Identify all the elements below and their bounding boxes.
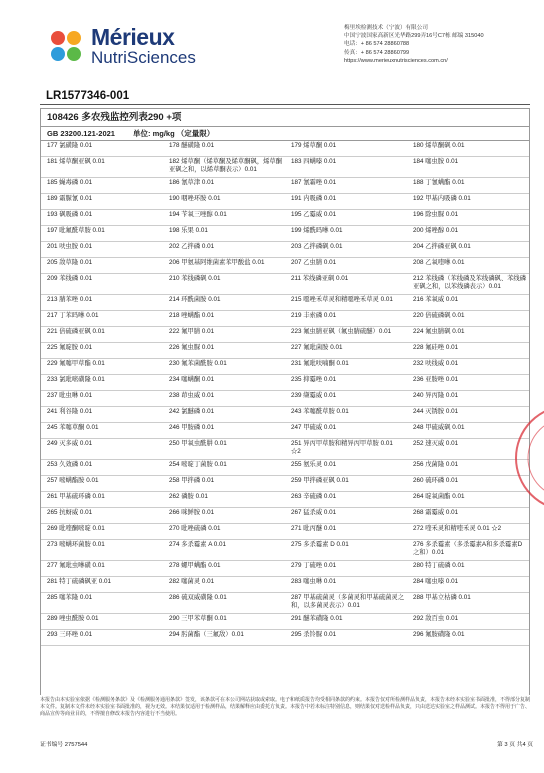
table-cell: 260 硫环磷 0.01 <box>413 477 459 484</box>
company-name: 梅里埃检测技术（宁波）有限公司 <box>344 25 428 31</box>
table-cell: 287 甲基硫菌灵（多菌灵和甲基硫菌灵之和，以多菌灵表示）0.01 <box>291 594 405 609</box>
table-cell: 181 烯草酮亚砜 0.01 <box>47 158 105 165</box>
table-cell: 264 啶氧菌酯 0.01 <box>413 493 465 500</box>
table-cell: 178 醚磺隆 0.01 <box>169 142 215 149</box>
table-cell: 201 呋虫胺 0.01 <box>47 243 93 250</box>
table-cell: 199 烯酰吗啉 0.01 <box>291 227 343 234</box>
table-cell: 237 吡虫啉 0.01 <box>47 392 93 399</box>
table-row <box>41 258 529 274</box>
company-address: 中国宁波国家高新区光华路299弄16号C7栋 邮编 315040 <box>344 33 484 40</box>
table-cell: 184 噻虫胺 0.01 <box>413 158 459 165</box>
table-cell: 263 辛硫磷 0.01 <box>291 493 337 500</box>
table-cell: 179 烯草酮 0.01 <box>291 142 337 149</box>
table-cell: 217 丁苯吗啉 0.01 <box>47 312 99 319</box>
table-cell: 186 氰草津 0.01 <box>169 179 215 186</box>
table-cell: 227 氟吡菌胺 0.01 <box>291 344 343 351</box>
table-cell: 243 苯噻酰草胺 0.01 <box>291 408 349 415</box>
table-row <box>41 311 529 327</box>
table-cell: 204 乙拌磷亚砜 0.01 <box>413 243 471 250</box>
table-cell: 265 抗蚜威 0.01 <box>47 509 93 516</box>
table-cell: 228 氟硅唑 0.01 <box>413 344 459 351</box>
page-number: 第 3 页 共4 页 <box>497 742 534 748</box>
table-cell: 254 嘧啶丁菌胺 0.01 <box>169 461 227 468</box>
logo-subtitle: NutriSciences <box>91 48 196 67</box>
header-divider <box>40 104 530 105</box>
table-cell: 250 甲氧虫酰肼 0.01 <box>169 440 227 447</box>
table-cell: 234 噻螨酮 0.01 <box>169 376 215 383</box>
table-row <box>41 391 529 407</box>
table-cell: 187 氰霜唑 0.01 <box>291 179 337 186</box>
table-cell: 210 苯线磷砜 0.01 <box>169 275 221 282</box>
table-cell: 220 倍硫磷砜 0.01 <box>413 312 465 319</box>
table-row <box>41 141 529 157</box>
table-row <box>41 343 529 359</box>
table-cell: 223 氟虫腈亚砜（氟虫腈硫醚）0.01 <box>291 328 392 335</box>
table-cell: 259 甲拌磷亚砜 0.01 <box>291 477 349 484</box>
table-cell: 274 多杀霉素 A 0.01 <box>169 541 227 548</box>
table-cell: 276 多杀霉素（多杀霉素A和多杀霉素D之和）0.01 <box>413 541 523 556</box>
table-cell: 198 乐果 0.01 <box>169 227 208 234</box>
table-row <box>41 540 529 561</box>
table-cell: 275 多杀霉素 D 0.01 <box>291 541 349 548</box>
table-cell: 255 氨乐灵 0.01 <box>291 461 337 468</box>
table-cell: 289 唑虫酰胺 0.01 <box>47 615 99 622</box>
table-cell: 196 除虫脲 0.01 <box>413 211 459 218</box>
company-website[interactable]: https://www.merieuxnutrisciences.com.cn/ <box>344 57 448 64</box>
table-row <box>41 327 529 343</box>
table-cell: 273 嘧螨环菌胺 0.01 <box>47 541 105 548</box>
table-cell: 195 乙霉威 0.01 <box>291 211 337 218</box>
table-cell: 272 喹禾灵和精喹禾灵 0.01 ☆2 <box>413 525 502 532</box>
table-cell: 280 特丁硫磷 0.01 <box>413 562 465 569</box>
table-cell: 267 猛杀威 0.01 <box>291 509 337 516</box>
table-cell: 189 霜脲氰 0.01 <box>47 195 93 202</box>
table-row <box>41 423 529 439</box>
table-cell: 270 吡唑硫磷 0.01 <box>169 525 221 532</box>
pesticide-table <box>40 108 530 718</box>
test-standard: GB 23200.121-2021 <box>47 129 115 138</box>
table-cell: 248 甲硫威砜 0.01 <box>413 424 465 431</box>
table-cell: 206 甲氨基阿维菌素苯甲酸盐 0.01 <box>169 259 265 266</box>
table-cell: 193 砜吸磷 0.01 <box>47 211 93 218</box>
company-fax: 传真：+ 86 574 28860799 <box>344 49 410 56</box>
table-cell: 262 磷胺 0.01 <box>169 493 208 500</box>
table-cell: 232 呋线威 0.01 <box>413 360 459 367</box>
table-cell: 197 吡氟酰草胺 0.01 <box>47 227 105 234</box>
table-cell: 278 螺甲螨酯 0.01 <box>169 562 221 569</box>
table-cell: 185 蝇毒磷 0.01 <box>47 179 93 186</box>
contact-info <box>344 24 540 65</box>
table-cell: 244 灭锈胺 0.01 <box>413 408 459 415</box>
table-cell: 226 氟虫脲 0.01 <box>169 344 215 351</box>
table-cell: 211 苯线磷亚砜 0.01 <box>291 275 349 282</box>
table-cell: 200 烯唑醇 0.01 <box>413 227 459 234</box>
table-cell: 252 速灭威 0.01 <box>413 440 459 447</box>
table-cell: 279 丁硫唑 0.01 <box>291 562 337 569</box>
table-cell: 230 氟苯菌酰胺 0.01 <box>169 360 227 367</box>
table-cell: 213 腈苯唑 0.01 <box>47 296 93 303</box>
official-seal-stamp <box>510 400 544 520</box>
table-cell: 218 唑螨酯 0.01 <box>169 312 215 319</box>
table-cell: 291 醚苯磺隆 0.01 <box>291 615 343 622</box>
table-cell: 295 杀铃脲 0.01 <box>291 631 337 638</box>
table-row <box>41 359 529 375</box>
table-cell: 231 氟吡呋喃酮 0.01 <box>291 360 349 367</box>
table-cell: 256 戊菌隆 0.01 <box>413 461 459 468</box>
table-meta <box>41 127 529 141</box>
table-cell: 247 甲硫威 0.01 <box>291 424 337 431</box>
disclaimer-note: 本报告由本实验室依据《检测服务条款》及《检测服务通用条款》签发，该条款可在本公司网站获取或索取。电子和纸质报告均受相同条款的约束。本报告仅对所检测样品负责，本报告未经本实验室书面批准，不得部分复制本文件。复制本文件未经本实验室书面批准的，视为无效。本结果仅适用于检测样品，结果解释应由委托方负责。本报告中若未标注特别信息，则结果仅对送检样品负责，只由送达实验室之样品测试。本报告不得用于广告、商品宣传等商业目的，不得擅自修改本报告内容进行不当使用。 <box>40 697 531 718</box>
table-row <box>41 630 529 646</box>
table-row <box>41 508 529 524</box>
table-cell: 293 三环唑 0.01 <box>47 631 93 638</box>
company-phone: 电话：+ 86 574 28860788 <box>344 41 410 48</box>
table-cell: 258 甲拌磷 0.01 <box>169 477 215 484</box>
table-row <box>41 614 529 630</box>
table-cell: 257 嘧螨酯胺 0.01 <box>47 477 99 484</box>
table-cell: 266 咪鲜胺 0.01 <box>169 509 215 516</box>
table-cell: 182 烯草酮（烯草酮及烯草酮砜，烯草酮亚砜之和，以烯草酮表示）0.01 <box>169 158 283 173</box>
table-row <box>41 157 529 178</box>
table-row <box>41 460 529 476</box>
report-number: LR1577346-001 <box>46 90 130 102</box>
logo-name: Mérieux <box>91 24 175 50</box>
company-logo <box>45 24 200 74</box>
table-cell: 222 氟甲腈 0.01 <box>169 328 215 335</box>
table-cell: 202 乙拌磷 0.01 <box>169 243 215 250</box>
table-row <box>41 561 529 577</box>
table-title: 108426 多农残监控列表290 +项 <box>41 109 529 127</box>
certificate-number: 证书编号 2757544 <box>40 742 88 748</box>
table-cell: 212 苯线磷（苯线磷及苯线磷砜、苯线磷亚砜之和，以苯线磷表示）0.01 <box>413 275 527 290</box>
merieux-logo-icon <box>45 27 87 69</box>
table-cell: 224 氟虫腈砜 0.01 <box>413 328 465 335</box>
table-cell: 214 环酰菌胺 0.01 <box>169 296 221 303</box>
table-row <box>41 210 529 226</box>
table-row <box>41 178 529 194</box>
table-cell: 282 噻菌灵 0.01 <box>169 578 215 585</box>
table-cell: 284 噻虫嗪 0.01 <box>413 578 459 585</box>
table-cell: 271 吡丙醚 0.01 <box>291 525 337 532</box>
table-cell: 236 亚胺唑 0.01 <box>413 376 459 383</box>
table-row <box>41 194 529 210</box>
table-body <box>41 141 529 646</box>
table-cell: 203 乙拌磷砜 0.01 <box>291 243 343 250</box>
table-cell: 208 乙氧喹啉 0.01 <box>413 259 465 266</box>
table-cell: 188 丁氰螨酯 0.01 <box>413 179 465 186</box>
table-row <box>41 407 529 423</box>
table-cell: 242 氯醚磷 0.01 <box>169 408 215 415</box>
table-cell: 241 利谷隆 0.01 <box>47 408 93 415</box>
table-row <box>41 577 529 593</box>
table-cell: 190 咽唑环胺 0.01 <box>169 195 221 202</box>
table-cell: 281 特丁硫磷砜亚 0.01 <box>47 578 112 585</box>
table-row <box>41 295 529 311</box>
table-row <box>41 492 529 508</box>
table-cell: 294 肟菌酯（三氟敌）0.01 <box>169 631 244 638</box>
table-row <box>41 476 529 492</box>
table-cell: 288 甲基立枯磷 0.01 <box>413 594 471 601</box>
table-cell: 239 缬霉威 0.01 <box>291 392 337 399</box>
table-cell: 277 氟吡虫啉磺 0.01 <box>47 562 105 569</box>
table-cell: 192 甲基内吸磷 0.01 <box>413 195 471 202</box>
table-cell: 209 苯线磷 0.01 <box>47 275 93 282</box>
table-cell: 268 霜霉威 0.01 <box>413 509 459 516</box>
table-row <box>41 593 529 614</box>
table-cell: 216 苯氧威 0.01 <box>413 296 459 303</box>
table-cell: 269 吡喹酮嘧啶 0.01 <box>47 525 105 532</box>
table-cell: 177 氯磺隆 0.01 <box>47 142 93 149</box>
table-cell: 249 灭多威 0.01 <box>47 440 93 447</box>
table-row <box>41 274 529 295</box>
table-row <box>41 242 529 258</box>
table-cell: 180 烯草酮砜 0.01 <box>413 142 465 149</box>
unit-label: 单位: mg/kg （定量限） <box>133 129 215 138</box>
table-cell: 235 抑霉唑 0.01 <box>291 376 337 383</box>
table-cell: 283 噻虫啉 0.01 <box>291 578 337 585</box>
table-cell: 215 噁唑禾草灵和精噁唑禾草灵 0.01 <box>291 296 393 303</box>
table-cell: 194 苄氧三唑醇 0.01 <box>169 211 227 218</box>
table-cell: 253 久效磷 0.01 <box>47 461 93 468</box>
table-cell: 233 氯吡嘧磺隆 0.01 <box>47 376 105 383</box>
table-cell: 191 内吸磷 0.01 <box>291 195 337 202</box>
table-row <box>41 439 529 460</box>
table-cell: 285 噻苯隆 0.01 <box>47 594 93 601</box>
table-cell: 225 氟啶胺 0.01 <box>47 344 93 351</box>
table-cell: 261 甲基硫环磷 0.01 <box>47 493 105 500</box>
table-cell: 240 异丙隆 0.01 <box>413 392 459 399</box>
table-cell: 229 氟噻甲草酯 0.01 <box>47 360 105 367</box>
table-cell: 207 乙虫腈 0.01 <box>291 259 337 266</box>
table-cell: 296 氟胺磺隆 0.01 <box>413 631 465 638</box>
table-cell: 286 硫双威磺隆 0.01 <box>169 594 227 601</box>
table-row <box>41 226 529 242</box>
table-row <box>41 524 529 540</box>
table-cell: 219 丰索磷 0.01 <box>291 312 337 319</box>
report-header <box>0 0 544 80</box>
table-cell: 205 敌草隆 0.01 <box>47 259 93 266</box>
table-cell: 238 茚虫威 0.01 <box>169 392 215 399</box>
table-row <box>41 375 529 391</box>
table-cell: 245 苯噻草酮 0.01 <box>47 424 99 431</box>
table-cell: 292 敌百虫 0.01 <box>413 615 459 622</box>
table-cell: 221 倍硫磷亚砜 0.01 <box>47 328 105 335</box>
table-cell: 290 三甲苯草酮 0.01 <box>169 615 227 622</box>
table-cell: 246 甲胺磷 0.01 <box>169 424 215 431</box>
table-cell: 251 异丙甲草胺和精异丙甲草胺 0.01 ☆2 <box>291 440 393 455</box>
table-cell: 183 四螨嗪 0.01 <box>291 158 337 165</box>
